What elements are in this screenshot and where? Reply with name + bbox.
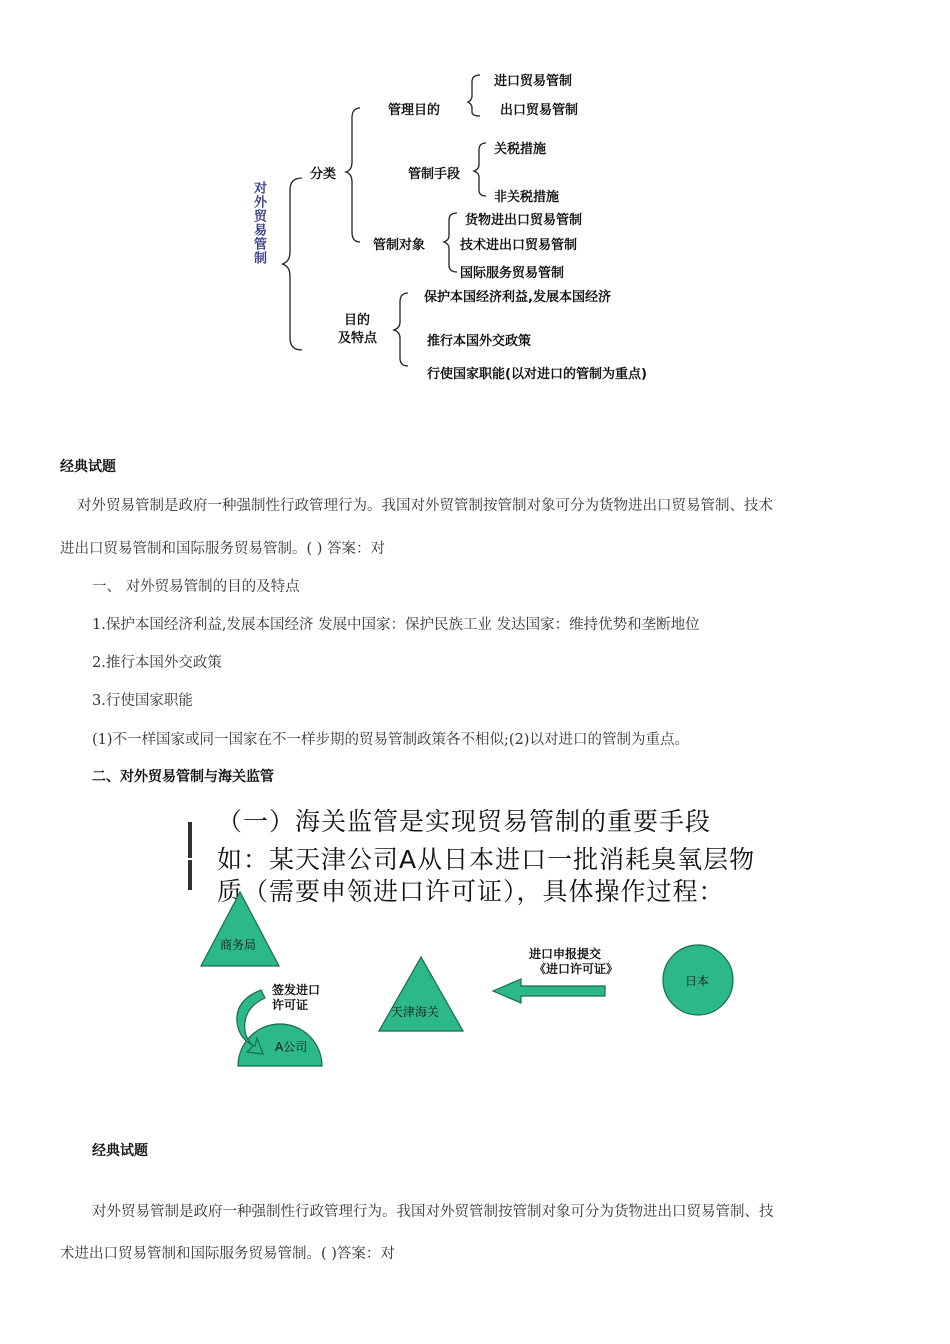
- section2-item3: 3.行使国家职能: [92, 693, 193, 709]
- object-label: 管制对象: [373, 238, 426, 253]
- bureau-label: 商务局: [220, 938, 257, 952]
- section1-heading: 经典试题: [60, 459, 116, 475]
- diagram-root-label: 对外贸易管制: [251, 181, 266, 265]
- object-item-technology: 技术进出口贸易管制: [460, 238, 578, 253]
- means-brace: [474, 143, 486, 196]
- issue-label-2: 许可证: [272, 998, 309, 1012]
- section1-paragraph-line2: 进出口贸易管制和国际服务贸易管制。( ) 答案：对: [60, 541, 386, 557]
- declare-arrow-icon: [493, 979, 605, 1003]
- classification-label: 分类: [310, 167, 337, 182]
- purpose-features-item-3: 行使国家职能(以对进口的管制为重点): [427, 367, 647, 382]
- section3-title: 二、对外贸易管制与海关监管: [92, 769, 274, 785]
- means-item-tariff: 关税措施: [494, 142, 547, 157]
- slide-shapes: [185, 800, 765, 1070]
- purpose-item-export: 出口贸易管制: [500, 103, 579, 118]
- japan-label: 日本: [685, 974, 710, 988]
- purpose-brace: [468, 75, 480, 116]
- purpose-features-label-1: 目的: [344, 313, 371, 328]
- bureau-triangle: [201, 892, 279, 966]
- purpose-features-item-1: 保护本国经济利益,发展本国经济: [424, 290, 611, 305]
- section2-item1: 1.保护本国经济利益,发展本国经济 发展中国家：保护民族工业 发达国家：维持优势和垄断地位: [92, 617, 700, 633]
- company-label: A公司: [275, 1040, 308, 1054]
- section4-heading: 经典试题: [92, 1143, 148, 1159]
- section2-title: 一、 对外贸易管制的目的及特点: [92, 579, 300, 595]
- declare-label-2: 《进口许可证》: [534, 962, 619, 976]
- purpose-item-import: 进口贸易管制: [494, 74, 573, 89]
- customs-slide: [185, 800, 765, 1070]
- slide-line3: 质（需要申领进口许可证），具体操作过程：: [217, 877, 725, 906]
- object-item-goods: 货物进出口贸易管制: [465, 213, 583, 228]
- object-item-services: 国际服务贸易管制: [460, 266, 565, 281]
- slide-line1: （一）海关监管是实现贸易管制的重要手段: [217, 807, 712, 836]
- means-item-nontariff: 非关税措施: [494, 190, 560, 205]
- slide-line2: 如：某天津公司A从日本进口一批消耗臭氧层物: [217, 845, 756, 874]
- purpose-features-brace: [394, 293, 408, 366]
- issue-label-1: 签发进口: [272, 983, 321, 997]
- customs-label: 天津海关: [391, 1005, 440, 1019]
- means-label: 管制手段: [408, 167, 461, 182]
- section2-item2: 2.推行本国外交政策: [92, 655, 222, 671]
- declare-label-1: 进口申报提交: [529, 947, 602, 961]
- section4-paragraph-line2: 术进出口贸易管制和国际服务贸易管制。( )答案：对: [60, 1246, 395, 1262]
- classification-brace: [346, 108, 360, 242]
- purpose-features-label-2: 及特点: [338, 331, 378, 346]
- purpose-label: 管理目的: [388, 103, 441, 118]
- section4-paragraph-line1: 对外贸易管制是政府一种强制性行政管理行为。我国对外贸管制按管制对象可分为货物进出口贸易管制、技: [92, 1204, 774, 1220]
- root-brace: [282, 178, 302, 350]
- section2-item4: (1)不一样国家或同一国家在不一样步期的贸易管制政策各不相似;(2)以对进口的管制为重点。: [92, 732, 689, 748]
- section1-paragraph-line1: 对外贸易管制是政府一种强制性行政管理行为。我国对外贸管制按管制对象可分为货物进出口贸易管制、技术: [77, 498, 773, 514]
- purpose-features-item-2: 推行本国外交政策: [427, 334, 532, 349]
- object-brace: [444, 213, 457, 272]
